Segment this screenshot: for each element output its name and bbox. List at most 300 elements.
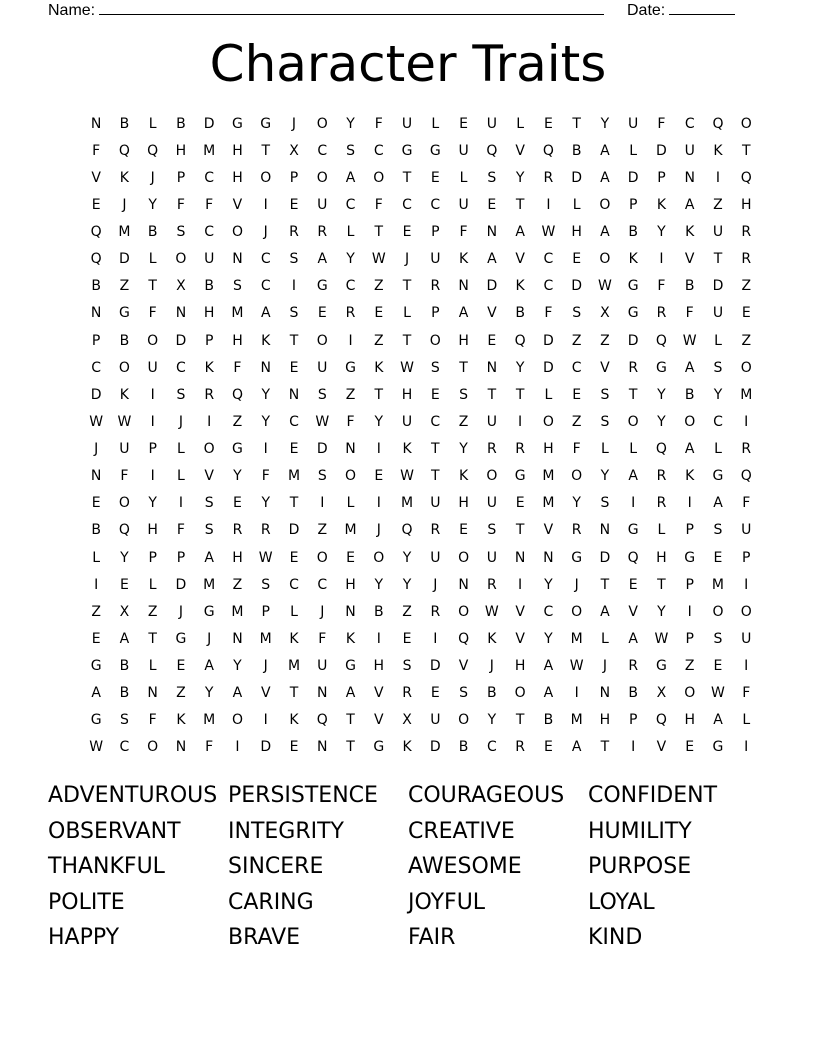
grid-letter[interactable]: O (231, 712, 243, 729)
grid-letter[interactable]: N (288, 386, 300, 403)
grid-letter[interactable]: A (684, 359, 695, 376)
grid-letter[interactable]: C (430, 196, 441, 213)
grid-letter[interactable]: Z (741, 332, 752, 349)
grid-letter[interactable]: L (403, 305, 411, 322)
grid-letter[interactable]: I (687, 603, 692, 620)
grid-letter[interactable]: I (263, 196, 268, 213)
name-field[interactable] (48, 0, 604, 20)
grid-letter[interactable]: S (261, 576, 271, 593)
grid-letter[interactable]: O (627, 413, 639, 430)
grid-letter[interactable]: X (176, 278, 186, 295)
grid-letter[interactable]: H (656, 549, 667, 566)
grid-letter[interactable]: V (232, 196, 243, 213)
grid-letter[interactable]: E (233, 495, 242, 512)
grid-letter[interactable]: N (90, 305, 102, 322)
grid-letter[interactable]: W (89, 413, 104, 430)
grid-letter[interactable]: V (374, 712, 384, 729)
grid-letter[interactable]: U (486, 115, 497, 132)
grid-letter[interactable]: E (289, 441, 299, 458)
grid-letter[interactable]: R (656, 305, 667, 322)
grid-letter[interactable]: J (376, 522, 381, 539)
grid-letter[interactable]: F (742, 495, 751, 512)
grid-letter[interactable]: N (90, 468, 102, 485)
grid-letter[interactable]: Q (655, 441, 667, 458)
grid-letter[interactable]: Q (401, 522, 413, 539)
grid-letter[interactable]: Y (459, 441, 468, 458)
grid-letter[interactable]: T (346, 712, 355, 729)
grid-letter[interactable]: U (486, 549, 497, 566)
grid-letter[interactable]: P (176, 549, 186, 566)
grid-letter[interactable]: B (571, 142, 582, 159)
grid-letter[interactable]: T (431, 441, 440, 458)
grid-letter[interactable]: M (287, 468, 301, 485)
grid-letter[interactable]: W (315, 413, 330, 430)
grid-letter[interactable]: E (374, 305, 384, 322)
grid-letter[interactable]: L (714, 332, 722, 349)
grid-letter[interactable]: B (91, 522, 101, 539)
grid-letter[interactable]: U (486, 413, 497, 430)
grid-letter[interactable]: E (402, 630, 412, 647)
grid-letter[interactable]: O (684, 413, 696, 430)
grid-letter[interactable]: Z (345, 386, 356, 403)
grid-letter[interactable]: Y (374, 413, 384, 430)
grid-letter[interactable]: T (572, 115, 581, 132)
grid-letter[interactable]: K (656, 196, 667, 213)
grid-letter[interactable]: H (345, 576, 356, 593)
grid-letter[interactable]: U (317, 196, 328, 213)
grid-letter[interactable]: W (400, 359, 414, 376)
date-line[interactable] (669, 0, 735, 15)
grid-letter[interactable]: N (458, 278, 469, 295)
grid-letter[interactable]: Z (571, 332, 582, 349)
grid-letter[interactable]: C (543, 278, 554, 295)
grid-letter[interactable]: G (712, 739, 724, 756)
grid-letter[interactable]: Q (458, 630, 470, 647)
grid-letter[interactable]: I (744, 413, 749, 430)
grid-letter[interactable]: N (486, 224, 498, 241)
grid-letter[interactable]: Y (346, 115, 355, 132)
grid-letter[interactable]: H (571, 224, 582, 241)
grid-letter[interactable]: W (711, 685, 725, 702)
grid-letter[interactable]: R (656, 495, 667, 512)
grid-letter[interactable]: Z (373, 332, 384, 349)
grid-letter[interactable]: S (459, 685, 469, 702)
grid-letter[interactable]: I (518, 576, 523, 593)
grid-letter[interactable]: Y (120, 549, 129, 566)
grid-letter[interactable]: N (345, 441, 356, 458)
grid-letter[interactable]: V (260, 685, 271, 702)
grid-letter[interactable]: Q (740, 468, 752, 485)
grid-letter[interactable]: E (572, 386, 582, 403)
grid-letter[interactable]: I (744, 658, 749, 675)
grid-letter[interactable]: S (289, 251, 299, 268)
grid-letter[interactable]: E (91, 495, 101, 512)
grid-letter[interactable]: Z (402, 603, 412, 620)
grid-letter[interactable]: T (261, 142, 270, 159)
grid-letter[interactable]: O (373, 549, 385, 566)
grid-letter[interactable]: A (487, 251, 497, 268)
grid-letter[interactable]: Y (346, 251, 355, 268)
grid-letter[interactable]: Z (119, 278, 130, 295)
grid-letter[interactable]: Q (316, 712, 328, 729)
grid-letter[interactable]: I (178, 495, 183, 512)
grid-letter[interactable]: I (546, 196, 551, 213)
grid-letter[interactable]: N (543, 549, 554, 566)
grid-letter[interactable]: F (459, 224, 468, 241)
grid-letter[interactable]: L (714, 441, 722, 458)
grid-letter[interactable]: C (176, 359, 186, 376)
grid-letter[interactable]: Z (91, 603, 101, 620)
grid-letter[interactable]: L (290, 603, 298, 620)
grid-letter[interactable]: L (177, 441, 185, 458)
grid-letter[interactable]: F (318, 630, 327, 647)
grid-letter[interactable]: U (628, 115, 639, 132)
grid-letter[interactable]: J (263, 224, 268, 241)
grid-letter[interactable]: N (458, 576, 469, 593)
grid-letter[interactable]: I (631, 739, 636, 756)
grid-letter[interactable]: S (487, 169, 497, 186)
grid-letter[interactable]: T (402, 278, 412, 295)
grid-letter[interactable]: G (260, 115, 272, 132)
grid-letter[interactable]: M (344, 522, 357, 539)
grid-letter[interactable]: K (119, 386, 129, 403)
grid-letter[interactable]: G (345, 658, 356, 675)
grid-letter[interactable]: L (148, 251, 157, 268)
grid-letter[interactable]: B (119, 332, 130, 349)
grid-letter[interactable]: Z (176, 685, 186, 702)
grid-letter[interactable]: G (429, 142, 441, 159)
grid-letter[interactable]: R (430, 278, 441, 295)
grid-letter[interactable]: B (119, 115, 130, 132)
grid-letter[interactable]: A (713, 495, 723, 512)
grid-letter[interactable]: I (263, 712, 268, 729)
grid-letter[interactable]: J (178, 413, 183, 430)
grid-letter[interactable]: S (459, 386, 469, 403)
grid-letter[interactable]: I (376, 495, 381, 512)
grid-letter[interactable]: B (91, 278, 101, 295)
grid-letter[interactable]: Q (118, 522, 130, 539)
grid-letter[interactable]: H (232, 332, 243, 349)
grid-letter[interactable]: Y (233, 658, 242, 675)
grid-letter[interactable]: V (515, 251, 525, 268)
grid-letter[interactable]: H (740, 196, 752, 213)
grid-letter[interactable]: Z (713, 196, 723, 213)
grid-letter[interactable]: U (119, 441, 130, 458)
grid-letter[interactable]: P (148, 549, 157, 566)
grid-letter[interactable]: U (741, 630, 752, 647)
grid-letter[interactable]: L (346, 495, 355, 512)
grid-letter[interactable]: R (571, 522, 582, 539)
grid-letter[interactable]: F (742, 685, 751, 702)
grid-letter[interactable]: U (430, 712, 441, 729)
grid-letter[interactable]: Y (261, 495, 270, 512)
grid-letter[interactable]: S (487, 522, 497, 539)
grid-letter[interactable]: V (487, 305, 497, 322)
grid-letter[interactable]: J (433, 576, 438, 593)
grid-letter[interactable]: S (713, 630, 723, 647)
grid-letter[interactable]: E (289, 359, 299, 376)
grid-letter[interactable]: O (316, 332, 328, 349)
grid-letter[interactable]: H (232, 169, 243, 186)
grid-letter[interactable]: Y (148, 495, 157, 512)
grid-letter[interactable]: A (600, 169, 610, 186)
grid-letter[interactable]: B (176, 115, 186, 132)
grid-letter[interactable]: U (486, 495, 497, 512)
grid-letter[interactable]: F (685, 305, 694, 322)
grid-letter[interactable]: O (316, 549, 328, 566)
grid-letter[interactable]: S (317, 468, 327, 485)
grid-letter[interactable]: D (542, 332, 554, 349)
grid-letter[interactable]: L (742, 712, 751, 729)
grid-letter[interactable]: G (203, 603, 215, 620)
grid-letter[interactable]: Q (231, 386, 243, 403)
grid-letter[interactable]: O (571, 603, 583, 620)
grid-letter[interactable]: E (91, 630, 101, 647)
grid-letter[interactable]: I (574, 685, 579, 702)
grid-letter[interactable]: E (289, 196, 299, 213)
grid-letter[interactable]: F (544, 305, 553, 322)
grid-letter[interactable]: X (656, 685, 667, 702)
grid-letter[interactable]: Y (544, 576, 553, 593)
grid-letter[interactable]: U (317, 359, 328, 376)
grid-letter[interactable]: R (543, 169, 554, 186)
grid-letter[interactable]: H (373, 658, 385, 675)
grid-letter[interactable]: S (176, 386, 186, 403)
grid-letter[interactable]: T (374, 224, 384, 241)
grid-letter[interactable]: B (119, 685, 130, 702)
grid-letter[interactable]: E (459, 522, 469, 539)
grid-letter[interactable]: G (627, 305, 639, 322)
grid-letter[interactable]: T (515, 522, 525, 539)
grid-letter[interactable]: G (316, 278, 328, 295)
grid-letter[interactable]: U (204, 251, 215, 268)
grid-letter[interactable]: Z (684, 658, 695, 675)
grid-letter[interactable]: S (600, 495, 610, 512)
grid-letter[interactable]: S (317, 386, 327, 403)
grid-letter[interactable]: M (542, 495, 555, 512)
grid-letter[interactable]: I (376, 441, 381, 458)
grid-letter[interactable]: I (94, 576, 99, 593)
grid-letter[interactable]: V (515, 630, 525, 647)
grid-letter[interactable]: X (289, 142, 299, 159)
grid-letter[interactable]: B (373, 603, 384, 620)
grid-letter[interactable]: W (682, 332, 697, 349)
grid-letter[interactable]: E (628, 576, 638, 593)
grid-letter[interactable]: A (260, 305, 271, 322)
grid-letter[interactable]: J (291, 115, 297, 132)
grid-letter[interactable]: O (175, 251, 187, 268)
grid-letter[interactable]: C (373, 142, 384, 159)
grid-letter[interactable]: E (543, 115, 553, 132)
grid-letter[interactable]: M (231, 603, 244, 620)
grid-letter[interactable]: L (516, 115, 525, 132)
grid-letter[interactable]: M (570, 630, 583, 647)
grid-letter[interactable]: E (289, 739, 299, 756)
grid-letter[interactable]: Q (90, 251, 102, 268)
grid-letter[interactable]: K (458, 468, 469, 485)
grid-letter[interactable]: I (433, 630, 438, 647)
grid-letter[interactable]: M (203, 712, 216, 729)
grid-letter[interactable]: U (458, 142, 469, 159)
grid-letter[interactable]: C (317, 142, 328, 159)
grid-letter[interactable]: R (486, 441, 497, 458)
grid-letter[interactable]: V (515, 142, 525, 159)
grid-letter[interactable]: A (600, 603, 610, 620)
grid-letter[interactable]: L (346, 224, 355, 241)
grid-letter[interactable]: J (602, 658, 607, 675)
grid-letter[interactable]: D (260, 739, 272, 756)
grid-letter[interactable]: R (260, 522, 271, 539)
grid-letter[interactable]: I (744, 739, 749, 756)
grid-letter[interactable]: X (600, 305, 610, 322)
grid-letter[interactable]: Y (402, 576, 412, 593)
grid-letter[interactable]: C (684, 115, 695, 132)
grid-letter[interactable]: K (345, 630, 356, 647)
grid-letter[interactable]: Q (542, 142, 554, 159)
grid-letter[interactable]: M (118, 224, 131, 241)
grid-letter[interactable]: E (741, 305, 751, 322)
grid-letter[interactable]: S (430, 359, 440, 376)
grid-letter[interactable]: N (514, 549, 526, 566)
grid-letter[interactable]: C (260, 278, 271, 295)
grid-letter[interactable]: G (345, 359, 356, 376)
grid-letter[interactable]: C (486, 739, 497, 756)
grid-letter[interactable]: L (544, 386, 553, 403)
grid-letter[interactable]: E (317, 305, 327, 322)
grid-letter[interactable]: O (260, 169, 272, 186)
grid-letter[interactable]: Y (572, 495, 581, 512)
grid-letter[interactable]: Y (402, 549, 412, 566)
grid-letter[interactable]: A (515, 224, 525, 241)
grid-letter[interactable]: A (345, 169, 356, 186)
grid-letter[interactable]: D (175, 576, 187, 593)
grid-letter[interactable]: K (289, 712, 299, 729)
grid-letter[interactable]: J (263, 658, 268, 675)
grid-letter[interactable]: T (600, 739, 610, 756)
grid-letter[interactable]: K (685, 224, 695, 241)
grid-letter[interactable]: S (572, 305, 582, 322)
grid-letter[interactable]: K (402, 739, 412, 756)
grid-letter[interactable]: A (204, 658, 214, 675)
grid-letter[interactable]: E (430, 685, 440, 702)
grid-letter[interactable]: C (402, 196, 412, 213)
grid-letter[interactable]: Y (657, 603, 666, 620)
grid-letter[interactable]: F (657, 278, 666, 295)
grid-letter[interactable]: O (118, 495, 130, 512)
grid-letter[interactable]: I (348, 332, 353, 349)
grid-letter[interactable]: S (119, 712, 129, 729)
grid-letter[interactable]: W (484, 603, 499, 620)
grid-letter[interactable]: L (601, 441, 609, 458)
grid-letter[interactable]: E (346, 549, 355, 566)
grid-letter[interactable]: R (486, 576, 497, 593)
grid-letter[interactable]: U (741, 522, 752, 539)
grid-letter[interactable]: E (572, 251, 582, 268)
grid-letter[interactable]: C (91, 359, 102, 376)
grid-letter[interactable]: B (543, 712, 554, 729)
grid-letter[interactable]: A (628, 468, 638, 485)
grid-letter[interactable]: O (118, 359, 130, 376)
grid-letter[interactable]: P (176, 169, 186, 186)
grid-letter[interactable]: S (289, 305, 299, 322)
grid-letter[interactable]: S (204, 522, 214, 539)
grid-letter[interactable]: G (656, 658, 667, 675)
grid-letter[interactable]: O (231, 224, 243, 241)
grid-letter[interactable]: R (515, 739, 525, 756)
grid-letter[interactable]: C (345, 278, 356, 295)
grid-letter[interactable]: L (459, 169, 468, 186)
grid-letter[interactable]: Q (655, 332, 667, 349)
grid-letter[interactable]: J (207, 630, 212, 647)
grid-letter[interactable]: M (203, 576, 216, 593)
grid-letter[interactable]: E (374, 468, 384, 485)
grid-letter[interactable]: T (487, 386, 497, 403)
grid-letter[interactable]: T (515, 712, 525, 729)
grid-letter[interactable]: N (317, 739, 328, 756)
grid-letter[interactable]: Q (655, 712, 667, 729)
grid-letter[interactable]: P (91, 332, 101, 349)
grid-letter[interactable]: B (684, 278, 695, 295)
grid-letter[interactable]: E (402, 224, 412, 241)
grid-letter[interactable]: S (176, 224, 186, 241)
grid-letter[interactable]: K (289, 630, 299, 647)
grid-letter[interactable]: L (629, 441, 638, 458)
grid-letter[interactable]: G (712, 468, 724, 485)
grid-letter[interactable]: C (289, 413, 299, 430)
grid-letter[interactable]: Y (713, 386, 723, 403)
grid-letter[interactable]: K (402, 441, 412, 458)
grid-letter[interactable]: P (657, 169, 666, 186)
grid-letter[interactable]: G (90, 712, 102, 729)
grid-letter[interactable]: O (429, 332, 441, 349)
grid-letter[interactable]: F (572, 441, 581, 458)
grid-letter[interactable]: E (430, 169, 440, 186)
grid-letter[interactable]: F (374, 196, 383, 213)
grid-letter[interactable]: Y (515, 359, 525, 376)
grid-letter[interactable]: Q (118, 142, 130, 159)
grid-letter[interactable]: R (289, 224, 299, 241)
grid-letter[interactable]: F (346, 413, 355, 430)
grid-letter[interactable]: C (317, 576, 328, 593)
grid-letter[interactable]: S (713, 522, 723, 539)
grid-letter[interactable]: A (232, 685, 243, 702)
grid-letter[interactable]: R (656, 468, 667, 485)
grid-letter[interactable]: Y (261, 386, 270, 403)
grid-letter[interactable]: N (90, 115, 102, 132)
grid-letter[interactable]: H (147, 522, 158, 539)
grid-letter[interactable]: D (571, 169, 583, 186)
grid-letter[interactable]: D (656, 142, 667, 159)
grid-letter[interactable]: C (543, 251, 554, 268)
date-field[interactable] (627, 0, 735, 20)
grid-letter[interactable]: M (740, 386, 753, 403)
grid-letter[interactable]: C (713, 413, 723, 430)
grid-letter[interactable]: T (628, 386, 638, 403)
grid-letter[interactable]: L (431, 115, 440, 132)
grid-letter[interactable]: B (458, 739, 469, 756)
grid-letter[interactable]: E (487, 196, 497, 213)
grid-letter[interactable]: F (261, 468, 270, 485)
grid-letter[interactable]: S (346, 142, 355, 159)
grid-letter[interactable]: D (486, 278, 498, 295)
grid-letter[interactable]: O (203, 441, 215, 458)
grid-letter[interactable]: H (203, 305, 215, 322)
grid-letter[interactable]: H (514, 658, 526, 675)
grid-letter[interactable]: R (628, 658, 639, 675)
grid-letter[interactable]: O (147, 739, 159, 756)
grid-letter[interactable]: T (657, 576, 666, 593)
grid-letter[interactable]: F (92, 142, 101, 159)
